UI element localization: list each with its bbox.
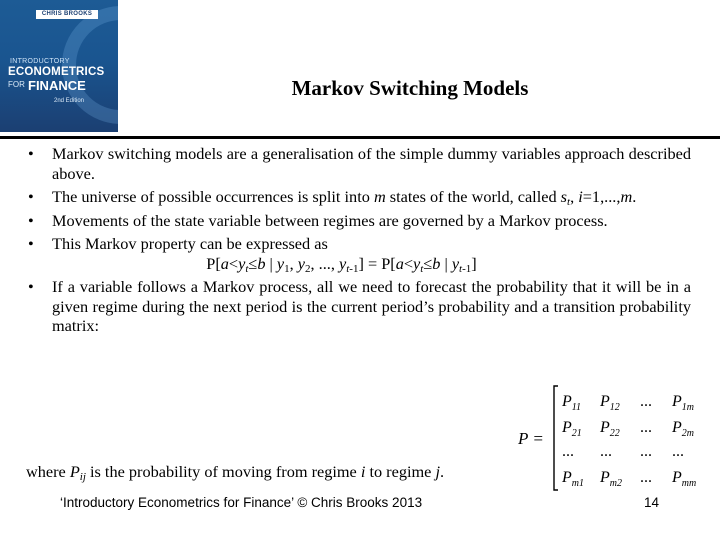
book-cover-image [0,0,118,132]
matrix-cell: $P_{2m}$ [672,419,695,439]
cover-line-2: ECONOMETRICS [8,66,105,78]
matrix-cell: $P_{22}$ [600,419,620,439]
matrix-cell: ... [640,443,652,460]
title-divider [0,136,720,139]
matrix-cell: $P_{11}$ [562,393,582,413]
bullet-item [26,144,691,183]
bullet-dot: • [28,277,34,296]
matrix-cells [561,393,696,489]
matrix-label: P = [518,429,544,448]
bullet-dot: • [28,234,34,253]
matrix-cell: $P_{21}$ [562,419,582,439]
transition-matrix [512,380,712,495]
bullet-item [26,234,691,273]
page-number: 14 [644,495,660,510]
matrix-cell: ... [562,443,574,460]
matrix-cell: $P_{m1}$ [562,469,585,489]
matrix-cell: ... [640,393,652,410]
matrix-cell: ... [640,469,652,486]
where-line: where $P_{ij}$ is the probability of moving from regime i to regime j. [26,462,445,483]
bullet-dot: • [28,210,34,230]
markov-property-formula: $P[a<y_t\le b$ | $y_1$, $y_2$, ..., $y_{t-1}] = P[a<y_t\le b$ | $y_{t-1}$] [206,253,477,275]
bullet-text: Movements of the state variable between regimes are governed by a Markov process. [52,210,608,230]
bullet-item [26,187,691,207]
bullet-item [26,277,691,336]
bullet-text: If a variable follows a Markov process, all we need to forecast the probability that it will be in a given regime during the next period is the current period’s probability and a transition probability matrix: [52,277,691,335]
cover-line-3: FOR [8,80,25,89]
bullet-dot: • [28,144,34,163]
bullet-text: Markov switching models are a generalisation of the simple dummy variables approach described above. [52,144,691,183]
bullet-list [26,144,691,340]
matrix-cell: $P_{12}$ [600,393,620,413]
matrix-cell: $P_{mm}$ [672,469,697,489]
matrix-cell: $P_{m2}$ [600,469,623,489]
matrix-left-bracket [554,386,558,490]
bullet-text: This Markov property can be expressed as [52,234,328,253]
slide-title: Markov Switching Models [291,76,529,100]
matrix-cell: ... [672,443,684,460]
cover-line-4: FINANCE [28,78,86,93]
footer-copyright: ‘Introductory Econometrics for Finance’ © Chris Brooks 2013 [60,495,423,510]
cover-decoration [62,6,118,124]
bullet-item [26,211,691,231]
bullet-dot: • [28,187,34,206]
matrix-cell: ... [600,443,612,460]
cover-line-1: INTRODUCTORY [10,58,70,65]
matrix-cell: ... [640,419,652,436]
matrix-cell: $P_{1m}$ [672,393,695,413]
cover-edition: 2nd Edition [54,98,85,104]
cover-author: CHRIS BROOKS [36,10,98,19]
bullet-text: The universe of possible occurrences is split into m states of the world, called $s_t$, i=1,...,m. [52,187,637,208]
